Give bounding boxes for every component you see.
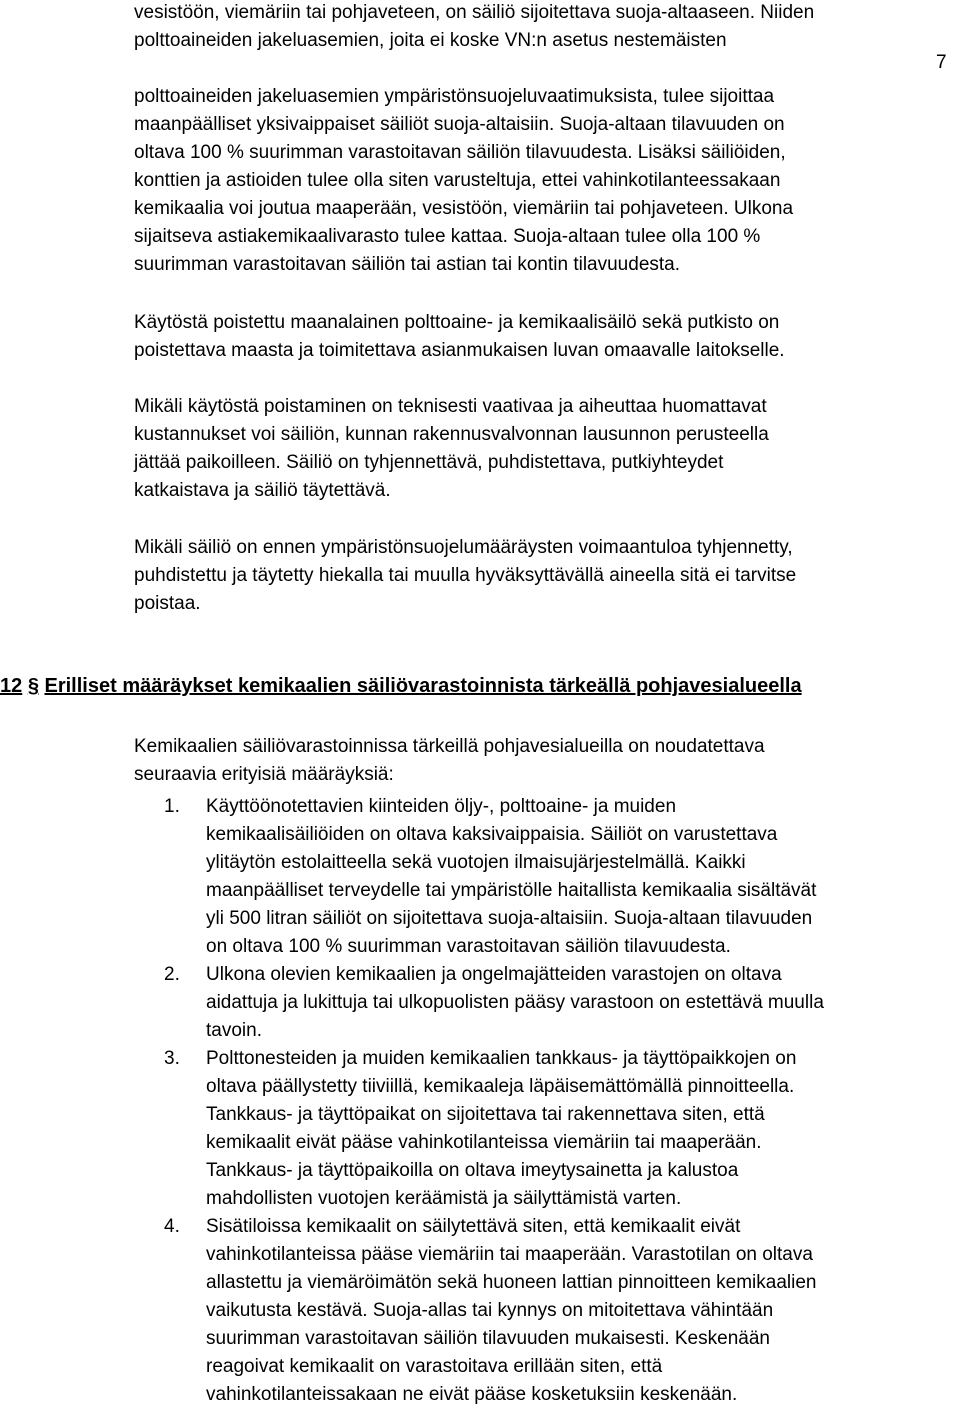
intro-line: konttien ja astioiden tulee olla siten varusteltuja, ettei vahinkotilanteessakaan xyxy=(134,170,781,191)
list-item-number: 3. xyxy=(164,1048,180,1069)
list-item-number: 4. xyxy=(164,1216,180,1237)
paragraph-line: Käytöstä poistettu maanalainen polttoaine- ja kemikaalisäilö sekä putkisto on xyxy=(134,312,780,333)
list-item-number: 2. xyxy=(164,964,180,985)
intro-line: vesistöön, viemäriin tai pohjaveteen, on säiliö sijoitettava suoja-altaaseen. Niiden xyxy=(134,2,815,23)
list-item-text: Käyttöönotettavien kiinteiden öljy-, polttoaine- ja muiden kemikaalisäiliöiden on oltava kaksivaippaisia. Säiliöt on varustettava ylitäytön estolaitteella sekä vuotojen ilmaisujärjestelmällä. Kaikki maanpäälliset terveydelle tai ympäristölle haitallista kemikaalia sisältävät yli 500 litran säiliöt on sijoitettava suoja-altaisiin. Suoja-altaan tilavuuden on oltava 100 % suurimman varastoitavan säiliön tilavuudesta. xyxy=(206,796,817,957)
intro-line: kemikaalia voi joutua maaperään, vesistöön, viemäriin tai pohjaveteen. Ulkona xyxy=(134,198,794,219)
section-heading xyxy=(0,676,802,696)
list-item-text: Polttonesteiden ja muiden kemikaalien tankkaus- ja täyttöpaikkojen on oltava päällystetty tiiviillä, kemikaaleja läpäisemättömällä pinnoitteella. Tankkaus- ja täyttöpaikat on sijoitettava tai rakennettava siten, että kemikaalit eivät pääse vahinkotilanteissa viemäriin tai maaperään. Tankkaus- ja täyttöpaikoilla on oltava imeytysainetta ja kalustoa mahdollisten vuotojen keräämistä ja säilyttämistä varten. xyxy=(206,1048,797,1209)
paragraph-line: Mikäli säiliö on ennen ympäristönsuojelumääräysten voimaantuloa tyhjennetty, xyxy=(134,537,793,558)
paragraph-line: poistaa. xyxy=(134,593,201,614)
lead-line: seuraavia erityisiä määräyksiä: xyxy=(134,764,394,785)
section-title: Erilliset määräykset kemikaalien säiliövarastoinnista tärkeällä pohjavesialueella xyxy=(44,675,802,697)
paragraph-line: Mikäli käytöstä poistaminen on teknisesti vaativaa ja aiheuttaa huomattavat xyxy=(134,396,767,417)
intro-line: sijaitseva astiakemikaalivarasto tulee kattaa. Suoja-altaan tulee olla 100 % xyxy=(134,226,761,247)
paragraph-line: jättää paikoilleen. Säiliö on tyhjennettävä, puhdistettava, putkiyhteydet xyxy=(134,452,724,473)
lead-line: Kemikaalien säiliövarastoinnissa tärkeillä pohjavesialueilla on noudatettava xyxy=(134,736,765,757)
list-item xyxy=(134,793,960,961)
intro-line: maanpäälliset yksivaippaiset säiliöt suoja-altaisiin. Suoja-altaan tilavuuden on xyxy=(134,114,785,135)
intro-line: polttoaineiden jakeluasemien ympäristönsuojeluvaatimuksista, tulee sijoittaa xyxy=(134,86,775,107)
list-item xyxy=(134,961,960,1045)
intro-line: oltava 100 % suurimman varastoitavan säiliön tilavuudesta. Lisäksi säiliöiden, xyxy=(134,142,786,163)
list-item xyxy=(134,1213,960,1409)
intro-line: suurimman varastoitavan säiliön tai astian tai kontin tilavuudesta. xyxy=(134,254,681,275)
list-item xyxy=(134,1045,960,1213)
page-number: 7 xyxy=(936,52,947,73)
list-item-text: Ulkona olevien kemikaalien ja ongelmajätteiden varastojen on oltava aidattuja ja lukittuja tai ulkopuolisten pääsy varastoon on estettävä muulla tavoin. xyxy=(206,964,824,1041)
requirements-list xyxy=(134,793,960,1409)
intro-line: polttoaineiden jakeluasemien, joita ei koske VN:n asetus nestemäisten xyxy=(134,30,727,51)
list-item-text: Sisätiloissa kemikaalit on säilytettävä siten, että kemikaalit eivät vahinkotilanteissa pääse viemäriin tai maaperään. Varastotilan on oltava allastettu ja viemäröimätön sekä huoneen lattian pinnoitteen kemikaalien vaikutusta kestävä. Suoja-allas tai kynnys on mitoitettava vähintään suurimman varastoitavan säiliön tilavuuden mukaisesti. Keskenään reagoivat kemikaalit on varastoitava erillään siten, että vahinkotilanteissakaan ne eivät pääse kosketuksiin keskenään. xyxy=(206,1216,817,1405)
list-item-number: 1. xyxy=(164,796,180,817)
section-number: 12 xyxy=(0,675,23,697)
paragraph-line: katkaistava ja säiliö täytettävä. xyxy=(134,480,391,501)
paragraph-line: puhdistettu ja täytetty hiekalla tai muulla hyväksyttävällä aineella sitä ei tarvitse xyxy=(134,565,797,586)
paragraph-line: kustannukset voi säiliön, kunnan rakennusvalvonnan lausunnon perusteella xyxy=(134,424,769,445)
section-symbol: § xyxy=(27,675,39,697)
paragraph-line: poistettava maasta ja toimitettava asianmukaisen luvan omaavalle laitokselle. xyxy=(134,340,785,361)
